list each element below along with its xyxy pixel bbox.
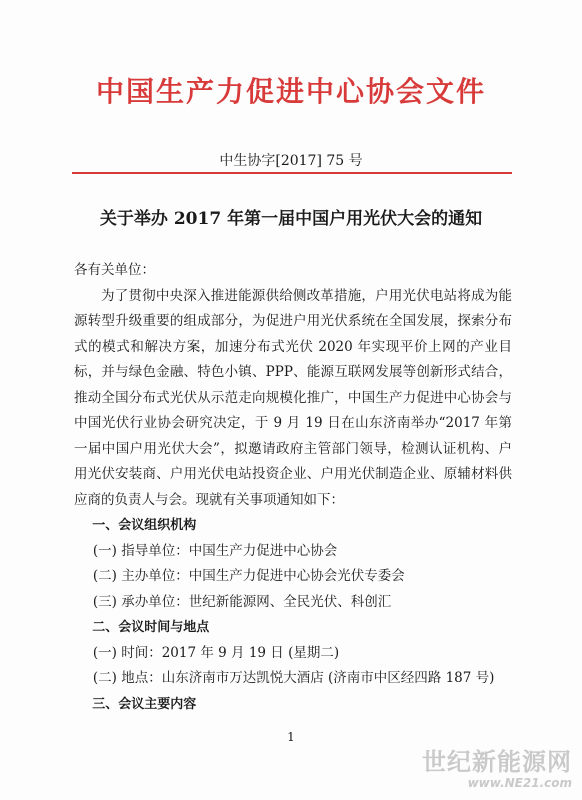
watermark xyxy=(422,748,572,790)
section-heading-content: 三、会议主要内容 xyxy=(92,696,197,712)
notice-body xyxy=(74,258,512,717)
letterhead-divider xyxy=(72,172,512,174)
salutation: 各有关单位： xyxy=(74,262,155,278)
intro-paragraph: 为了贯彻中央深入推进能源供给侧改革措施，户用光伏电站将成为能源转型升级重要的组成部分，为促进户用光伏系统在全国发展，探索分布式的模式和解决方案，加速分布式光伏 2020 年实现平价上网的产业目标，并与绿色金融、特色小镇、PPP、能源互联网发展等创新形式结合，推动全国分布式光伏从示范走向规模化推广，中国生产力促进中心协会与中国光伏行业协会研究决定，于 9 月 19 日在山东济南举办“2017 年第一届中国户用光伏大会”，拟邀请政府主管部门领导，检测认证机构、户用光伏安装商、户用光伏电站投资企业、户用光伏制造企业、原辅材料供应商的负责人与会。现就有关事项通知如下： xyxy=(74,287,512,508)
section-heading-organization: 一、会议组织机构 xyxy=(92,518,197,533)
letterhead-title: 中国生产力促进中心协会文件 xyxy=(95,75,486,108)
section-item: (一) 指导单位：中国生产力促进中心协会 xyxy=(92,542,338,559)
watermark-name: 世纪新能源网 xyxy=(422,748,572,776)
watermark-url: www.NE21.com xyxy=(467,776,572,790)
section-item: (二) 主办单位：中国生产力促进中心协会光伏专委会 xyxy=(92,568,405,584)
section-item: (一) 时间：2017 年 9 月 19 日 (星期二) xyxy=(92,644,340,661)
section-heading-time-place: 二、会议时间与地点 xyxy=(92,620,210,635)
section-item: (二) 地点：山东济南市万达凯悦大酒店 (济南市中区经四路 187 号) xyxy=(92,670,495,686)
section-item: (三) 承办单位：世纪新能源网、全民光伏、科创汇 xyxy=(92,593,392,610)
page-number: 1 xyxy=(287,730,295,744)
document-number: 中生协字[2017] 75 号 xyxy=(219,153,363,169)
notice-title: 关于举办 2017 年第一届中国户用光伏大会的通知 xyxy=(99,209,483,229)
